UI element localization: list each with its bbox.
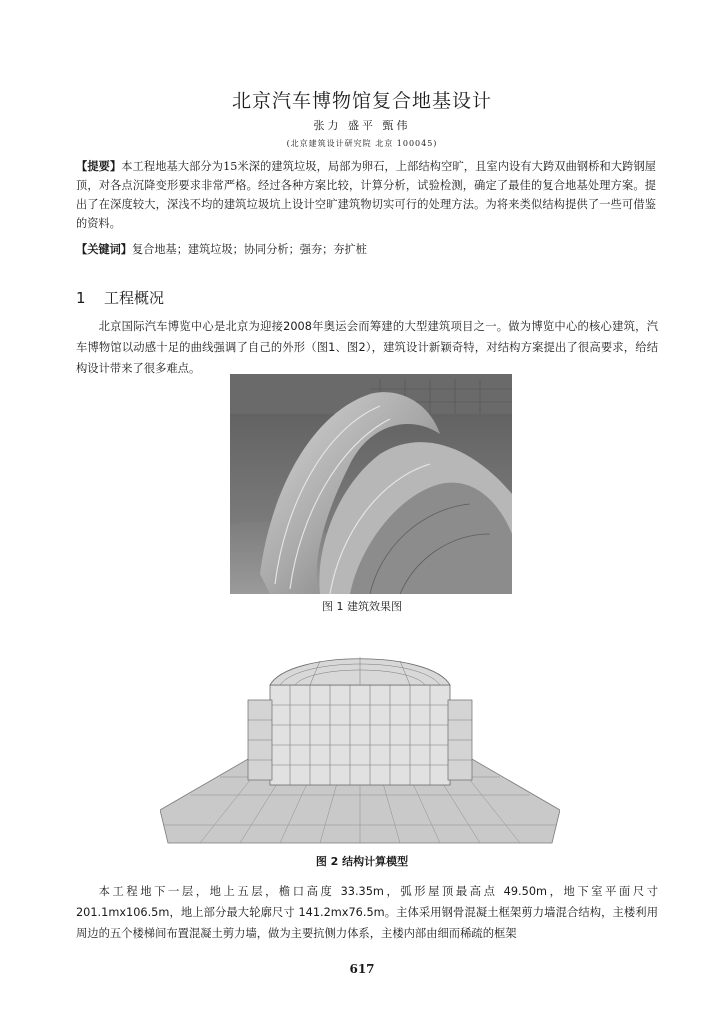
- paragraph-2: 本工程地下一层，地上五层，檐口高度 33.35m，弧形屋顶最高点 49.50m，地下室平面尺寸 201.1mx106.5m，地上部分最大轮廓尺寸 141.2mx76.5m。主体采用钢骨混凝土框架剪力墙混合结构，主楼利用周边的五个楼梯间布置混凝土剪力墙，做为主要抗侧力体系，主楼内部由细而稀疏的框架: [76, 885, 658, 940]
- figure-2-model: [160, 645, 560, 845]
- keywords-text: 复合地基；建筑垃圾；协同分析；强夯；夯扩桩: [131, 243, 367, 256]
- abstract-text: 本工程地基大部分为15米深的建筑垃圾，局部为卵石，上部结构空旷，且室内设有大跨双曲钢桥和大跨钢屋顶，对各点沉降变形要求非常严格。经过各种方案比较，计算分析，试验检测，确定了最佳的复合地基处理方案。提出了在深度较大，深浅不均的建筑垃圾坑上设计空旷建筑物切实可行的处理方法。为将来类似结构提供了一些可借鉴的资料。: [76, 160, 656, 230]
- paragraph-1: 北京国际汽车博览中心是北京为迎接2008年奥运会而筹建的大型建筑项目之一。做为博览中心的核心建筑，汽车博物馆以动感十足的曲线强调了自己的外形（图1、图2），建筑设计新颖奇特，对结构方案提出了很高要求，给结构设计带来了很多难点。: [76, 320, 658, 375]
- abstract-label: 【提要】: [76, 160, 122, 173]
- figure-2-caption: 图 2 结构计算模型: [315, 855, 409, 868]
- section-title: 工程概况: [104, 289, 165, 307]
- keywords: [76, 240, 656, 259]
- figure-1-caption: 图 1 建筑效果图: [322, 600, 402, 613]
- section-heading: [76, 287, 164, 308]
- abstract: [76, 157, 656, 233]
- paper-title: 北京汽车博物馆复合地基设计: [231, 90, 492, 112]
- section-number: 1: [76, 289, 86, 307]
- page-number: 617: [349, 962, 375, 976]
- figure-2-image: [160, 645, 560, 845]
- keywords-label: 【关键词】: [76, 243, 132, 256]
- figure-1-rendering: [230, 374, 512, 594]
- authors: 张力 盛平 甄伟: [313, 119, 411, 132]
- affiliation: (北京建筑设计研究院 北京 100045): [286, 139, 438, 148]
- figure-1-image: [230, 374, 512, 594]
